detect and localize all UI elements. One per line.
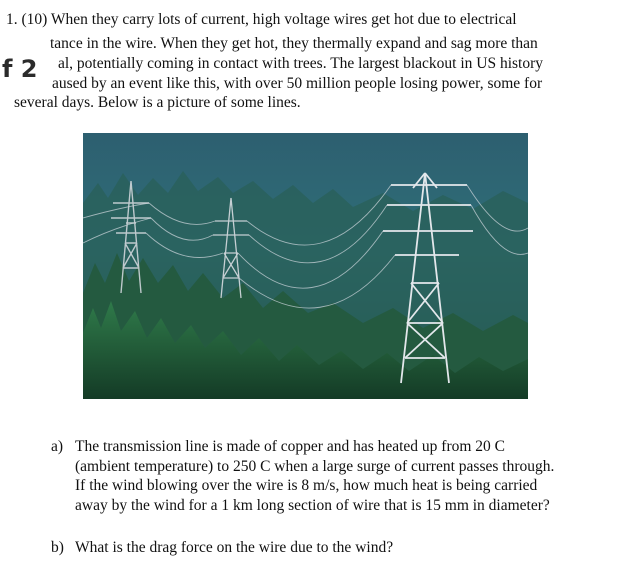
question-b-letter: b)	[51, 539, 64, 556]
question-b-text	[75, 538, 393, 558]
transmission-lines-image	[83, 133, 528, 399]
question-b-line-1: What is the drag force on the wire due to the wind?	[75, 539, 394, 556]
problem-line-3: al, potentially coming in contact with trees. The largest blackout in US history	[58, 55, 543, 72]
question-a-letter: a)	[51, 438, 64, 455]
question-a-line-1: The transmission line is made of copper and has heated up from 20 C	[75, 438, 506, 455]
transmission-lines-photo	[83, 133, 528, 399]
question-a-line-4: away by the wind for a 1 km long section of wire that is 15 mm in diameter?	[75, 496, 550, 514]
question-a-line-3: If the wind blowing over the wire is 8 m/s, how much heat is being carried	[75, 477, 538, 494]
problem-line-1: 1. (10) When they carry lots of current, high voltage wires get hot due to electrical	[6, 11, 517, 28]
problem-line-4: aused by an event like this, with over 50 million people losing power, some for	[52, 75, 543, 92]
question-a-text	[75, 437, 554, 515]
problem-line-5: several days. Below is a picture of some lines.	[14, 94, 301, 111]
question-a-line-2: (ambient temperature) to 250 C when a large surge of current passes through.	[75, 457, 555, 475]
page-label-overlay: f 2	[2, 55, 44, 83]
problem-line-2: tance in the wire. When they get hot, they thermally expand and sag more than	[50, 35, 538, 52]
